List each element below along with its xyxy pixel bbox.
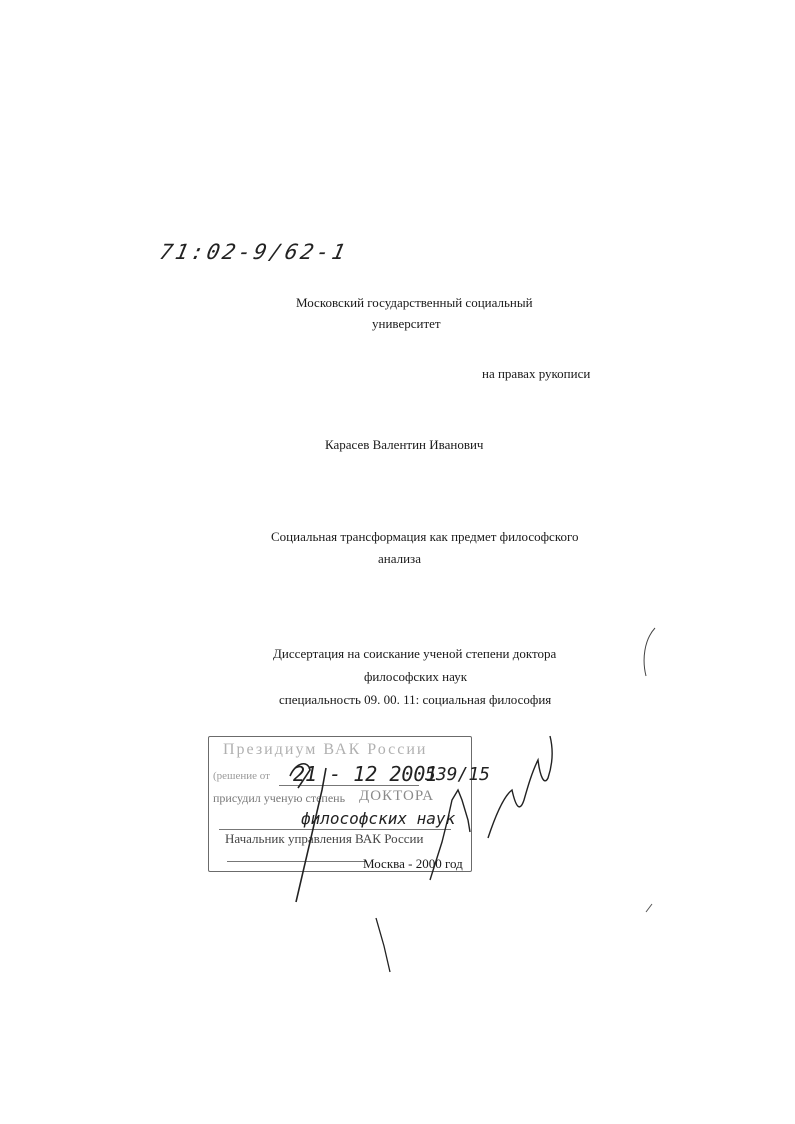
place-and-year: Москва - 2000 год: [363, 856, 463, 871]
signature-initials: [488, 736, 552, 838]
margin-bracket: [644, 628, 655, 676]
dissertation-title-line-2: анализа: [378, 551, 421, 566]
degree-line-1: Диссертация на соискание ученой степени доктора: [273, 646, 557, 661]
stamp-signatory: Начальник управления ВАК России: [225, 831, 424, 846]
author-name: Карасев Валентин Иванович: [325, 437, 484, 452]
stamp-decision-label: (решение от: [213, 770, 270, 782]
date-mark-21: [290, 764, 310, 788]
degree-line-2: философских наук: [364, 669, 468, 684]
stamp-award-label: присудил ученую степень: [213, 791, 346, 805]
corner-dash: [646, 904, 652, 912]
stamp-decision-date: 21 - 12 2001: [293, 762, 438, 786]
stamp-field: философских наук: [301, 809, 456, 828]
stamp-decision-number: 539/15: [425, 764, 491, 785]
dissertation-title-line-1: Социальная трансформация как предмет философского: [271, 529, 579, 544]
stamp-award-degree: ДОКТОРА: [359, 788, 435, 804]
signature-stroke-main: [296, 768, 326, 902]
stamp-heading: Президиум ВАК России: [223, 741, 428, 758]
institution-line-2: университет: [372, 316, 441, 331]
degree-line-3: специальность 09. 00. 11: социальная философия: [279, 692, 552, 707]
archive-code: 71:02-9/62-1: [157, 240, 351, 264]
institution-line-1: Московский государственный социальный: [296, 295, 533, 310]
stray-stroke: [376, 918, 390, 972]
manuscript-note: на правах рукописи: [482, 366, 591, 381]
signature-stroke-loop: [430, 790, 470, 880]
